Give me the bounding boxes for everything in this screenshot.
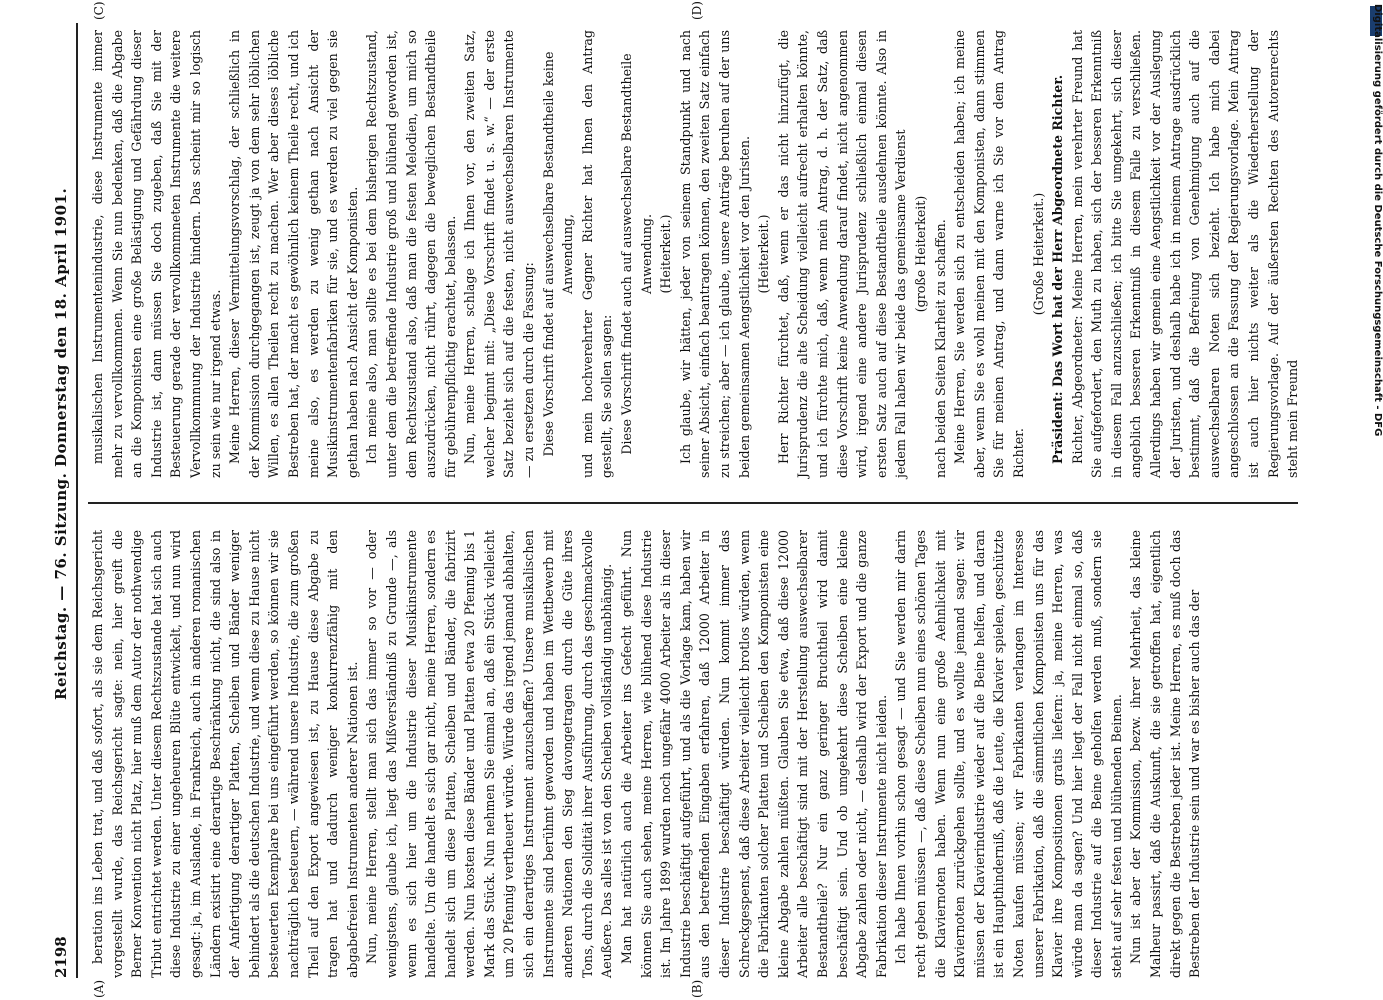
paragraph: musikalischen Instrumentenindustrie, diese Instrumente immer mehr zu vervollkommnen. Wenn Sie nun bedenken, daß die Abgabe an die Komponisten eine große Belästigung und Gefährdung dieser Industrie ist, dann müssen Sie doch zugeben, daß Sie mit der Besteuerung gerade der vervollkommneten Instrumente die weitere Vervollkommnung der Industrie hindern. Das scheint mir so logisch zu sein wie nur irgend etwas. — [90, 30, 223, 478]
paragraph: Meine Herren, Sie werden sich zu entscheiden haben; ich meine aber, wenn Sie es wohl meinen mit den Komponisten, dann stimmen Sie für meinen Antrag, und dann warne ich Sie vor dem Antrag Richter. — [952, 30, 1026, 478]
paragraph: Ich habe Ihnen vorhin schon gesagt — und Sie werden mir darin recht geben müssen —, daß diese Scheiben nun eines schönen Tages die Klaviernoten haben. Wenn nun eine große Aehnlichkeit mit Klaviernoten zurückgehen sollte, und es wollte jemand sagen: wir müssen der Klavierindustrie wieder auf die Beine helfen, und daran ist ein Haupthinderniß, daß die Leute, die Klavier spielen, geschützte Noten kaufen müssen; wir Fabrikanten verlangen im Interesse unserer Fabrikation, daß die sämmtlichen Komponisten uns für das Klavier ihre Kompositionen gratis liefern: ja, meine Herren, was würde man da sagen? Und hier liegt der Fall nicht einmal so, daß dieser Industrie auf die Beine geholfen werden muß, sondern sie steht auf sehr festen und blühenden Beinen. — [893, 530, 1124, 978]
page-title: Reichstag. — 76. Sitzung. Donnerstag den 18. April 1901. — [52, 187, 70, 700]
header-rule — [76, 23, 78, 978]
marker-c: (C) — [92, 1, 106, 20]
page-header — [52, 0, 74, 1000]
paragraph: Nun, meine Herren, stellt man sich das immer so vor — oder wenigstens, glaube ich, liegt das Mißverständniß zu Grunde —, als wenn es sich hier um die Industrie dieser Musikinstrumente handelte. Um die handelt es sich gar nicht, meine Herren, sondern es handelt sich um diese Platten, Scheiben und Bänder, die fabrizirt werden. Nun kosten diese Bänder und Platten etwa 20 Pfennig bis 1 Mark das Stück. Nun nehmen Sie einmal an, daß ein Stück vielleicht um 20 Pfennig vertheuert würde. Würde das irgend jemand abhalten, sich ein derartiges Instrument anzuschaffen? Unsere musikalischen Instrumente sind berühmt geworden und haben im Wettbewerb mit anderen Nationen den Sieg davongetragen durch die Güte ihres Tons, durch die Solidität ihrer Ausführung, durch das geschmackvolle Aeußere. Das alles ist von den Scheiben vollständig unabhängig. — [364, 530, 615, 978]
interjection: (Heiterkeit.) — [658, 214, 674, 294]
quoted-proposal: Diese Vorschrift findet auf auswechselbare Bestandtheile keine Anwendung, — [540, 51, 576, 457]
paragraph: nach beiden Seiten Klarheit zu schaffen. — [932, 219, 948, 478]
speaker-paragraph: Präsident: Das Wort hat der Herr Abgeordnete Richter. — [1050, 74, 1066, 464]
paragraph: beration ins Leben trat, und daß sofort, als sie dem Reichsgericht vorgestellt wurde, das Reichsgericht sagte: nein, hier greift die Berner Konvention nicht Platz, hier muß dem Autor der nothwendige Tribut entrichtet werden. Unter diesem Rechtszustande hat sich auch diese Industrie zu einer ungeheuren Blüte entwickelt, und nun wird gesagt: ja, im Auslande, in Frankreich, auch in anderen romanischen Ländern existirt eine derartige Beschränkung nicht, die sind also in der Anfertigung derartiger Platten, Scheiben und Bänder weniger behindert als die deutschen Industrie, und wenn diese zu Hause nicht besteuerten Exemplare bei uns eingeführt werden, so können wir sie nachträglich besteuern, — während unsere Industrie, die zum großen Theil auf den Export angewiesen ist, zu Hause diese Abgabe zu tragen hat und dadurch weniger konkurrenzfähig mit den abgabefreien Instrumenten anderer Nationen ist. — [90, 530, 360, 978]
paragraph: Man hat natürlich auch die Arbeiter ins Gefecht geführt. Nun können Sie auch sehen, meine Herren, wie blühend diese Industrie ist. Im Jahre 1899 wurden noch ungefähr 4000 Arbeiter als in dieser Industrie beschäftigt aufgeführt, und als die Vorlage kam, haben wir aus den betreffenden Eingaben erfahren, daß 12000 Arbeiter in dieser Industrie beschäftigt würden. Nun kommt immer das Schreckgespenst, daß diese Arbeiter vielleicht brotlos würden, wenn die Fabrikanten solcher Platten und Scheiben den Komponisten eine kleine Abgabe zahlen müßten. Glauben Sie etwa, daß diese 12000 Arbeiter alle beschäftigt sind mit der Herstellung auswechselbarer Bestandtheile? Nur ein ganz geringer Bruchtheil wird damit beschäftigt sein. Und ob umgekehrt diese Scheiben eine kleine Abgabe zahlen oder nicht, — deshalb wird der Export und die ganze Fabrikation dieser Instrumente nicht leiden. — [619, 530, 889, 978]
right-column — [88, 30, 1301, 478]
paragraph: Ich glaube, wir hätten, jeder von seinem Standpunkt und nach seiner Absicht, einfach beantragen können, den zweiten Satz einfach zu streichen; aber — ich glaube, unsere Anträge beruhen auf der uns beiden gemeinsamen Aengstlichkeit vor den Juristen. — [677, 30, 752, 478]
marker-a: (A) — [92, 979, 106, 998]
column-divider — [88, 502, 1298, 504]
speaker-paragraph: Richter, Abgeordneter: Meine Herren, mein verehrter Freund hat Sie aufgefordert, den Muth zu haben, sich der besseren Erkenntniß in diesem Fall anzuschließen; ich bitte Sie umgekehrt, sich dieser angeblich besseren Erkenntniß in diesem Falle zu verschließen. Allerdings haben wir gemein eine Aengstlichkeit vor der Auslegung der Juristen, und deshalb habe ich in meinem Antrage ausdrücklich bestimmt, daß die Befreiung von Genehmigung auch auf die auswechselbaren Noten sich bezieht. Ich habe mich dabei angeschlossen an die Fassung der Regierungsvorlage. Mein Antrag ist auch hier nichts weiter als die Wiederherstellung der Regierungsvorlage. Auf der äußersten Rechten des Autorenrechts steht mein Freund — [1069, 30, 1301, 478]
interjection: (Große Heiterkeit.) — [1030, 192, 1046, 316]
paragraph: Ich meine also, man sollte es bei dem bisherigen Rechtszustand, unter dem die betreffende Industrie groß und blühend geworden ist, dem Rechtszustand also, daß man die festen Melodien, um mich so auszudrücken, nicht rührt, dagegen die beweglichen Bestandtheile für gebührenpflichtig erachtet, belassen. — [364, 30, 458, 478]
paragraph: Nun, meine Herren, schlage ich Ihnen vor, den zweiten Satz, welcher beginnt mit: „Diese Vorschrift findet u. s. w.“ — der erste Satz bezieht sich auf die festen, nicht auswechselbaren Instrumente — zu ersetzen durch die Fassung: — [462, 30, 537, 478]
paragraph: und mein hochverehrter Gegner Richter hat Ihnen den Antrag gestellt, Sie sollen sagen: — [579, 30, 615, 478]
marker-d: (D) — [690, 1, 704, 20]
quoted-proposal: Diese Vorschrift findet auch auf auswechselbare Bestandtheile Anwendung. — [619, 53, 654, 455]
digitization-credit: Digitalisierung gefördert durch die Deutsche Forschungsgemeinschaft - DFG — [1372, 4, 1383, 437]
left-column — [88, 530, 1298, 978]
paragraph: Herr Richter fürchtet, daß, wenn er das nicht hinzufügt, die Jurisprudenz die alte Scheidung vielleicht aufrecht erhalten könnte, und ich fürchte mich, daß, wenn mein Antrag, d. h. der Satz, daß diese Vorschrift keine Anwendung darauf findet, nicht angenommen wird, irgend eine andere Jurisprudenz schließlich einmal diesen ersten Satz auch auf diese Bestandtheile ausdehnen könnte. Also in jedem Fall haben wir beide das gemeinsame Verdienst — [775, 30, 909, 478]
marker-b: (B) — [690, 979, 704, 998]
page-number: 2198 — [52, 936, 70, 978]
interjection: (Heiterkeit.) — [756, 214, 772, 294]
interjection: (große Heiterkeit) — [912, 195, 928, 313]
paragraph: Nun ist aber der Kommission, bezw. ihrer Mehrheit, das kleine Malheur passirt, daß die Auskunft, die sie getroffen hat, eigentlich direkt gegen die Bestreben jeder ist. Meine Herren, es muß doch das Bestreben der Industrie sein und war es bisher auch das der — [1128, 530, 1203, 978]
paragraph: Meine Herren, dieser Vermittelungsvorschlag, der schließlich in der Kommission durchgegangen ist, zeugt ja von dem sehr löblichen Willen, es allen Theilen recht zu machen. Wer aber dieses löbliche Bestreben hat, der macht es gewöhnlich keinem Theile recht, und ich meine also, es werden zu wenig gethan nach Ansicht der Musikinstrumentenfabriken für sie, und es werden zu viel gegen sie gethan haben nach Ansicht der Komponisten. — [227, 30, 360, 478]
